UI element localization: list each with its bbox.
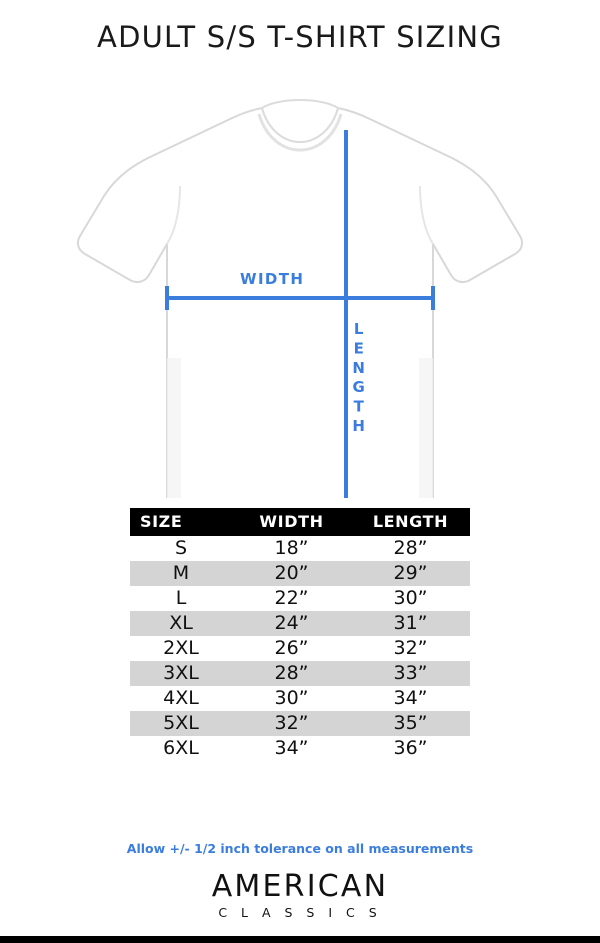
width-label: WIDTH bbox=[240, 270, 305, 288]
cell-size: M bbox=[130, 561, 232, 586]
page-title: ADULT S/S T-SHIRT SIZING bbox=[97, 20, 503, 54]
table-row bbox=[130, 561, 470, 586]
cell-size: 5XL bbox=[130, 711, 232, 736]
cell-size: 2XL bbox=[130, 636, 232, 661]
cell-width: 34” bbox=[232, 736, 351, 761]
cell-size: 6XL bbox=[130, 736, 232, 761]
cell-size: S bbox=[130, 536, 232, 561]
cell-width: 26” bbox=[232, 636, 351, 661]
size-table-container bbox=[130, 508, 470, 761]
cell-length: 33” bbox=[351, 661, 470, 686]
brand-subtitle: C L A S S I C S bbox=[218, 905, 382, 920]
cell-length: 30” bbox=[351, 586, 470, 611]
cell-length: 36” bbox=[351, 736, 470, 761]
length-label: LENGTH bbox=[349, 320, 368, 437]
footer-bar bbox=[0, 936, 600, 943]
cell-length: 29” bbox=[351, 561, 470, 586]
shirt-diagram bbox=[0, 58, 600, 498]
table-row bbox=[130, 736, 470, 761]
table-row bbox=[130, 611, 470, 636]
table-row bbox=[130, 661, 470, 686]
table-row bbox=[130, 636, 470, 661]
cell-width: 24” bbox=[232, 611, 351, 636]
cell-width: 30” bbox=[232, 686, 351, 711]
cell-length: 34” bbox=[351, 686, 470, 711]
cell-size: 3XL bbox=[130, 661, 232, 686]
cell-width: 32” bbox=[232, 711, 351, 736]
brand-logo bbox=[0, 869, 600, 920]
cell-width: 28” bbox=[232, 661, 351, 686]
cell-length: 35” bbox=[351, 711, 470, 736]
table-row bbox=[130, 686, 470, 711]
cell-size: XL bbox=[130, 611, 232, 636]
cell-width: 20” bbox=[232, 561, 351, 586]
header-size: SIZE bbox=[130, 508, 232, 536]
table-row bbox=[130, 711, 470, 736]
size-table bbox=[130, 508, 470, 761]
cell-size: 4XL bbox=[130, 686, 232, 711]
cell-width: 22” bbox=[232, 586, 351, 611]
cell-length: 32” bbox=[351, 636, 470, 661]
header-length: LENGTH bbox=[351, 508, 470, 536]
brand-name: AMERICAN bbox=[211, 869, 389, 904]
table-header-row bbox=[130, 508, 470, 536]
tolerance-note: Allow +/- 1/2 inch tolerance on all measurements bbox=[126, 841, 474, 856]
header-width: WIDTH bbox=[232, 508, 351, 536]
cell-length: 31” bbox=[351, 611, 470, 636]
cell-width: 18” bbox=[232, 536, 351, 561]
table-row bbox=[130, 586, 470, 611]
table-row bbox=[130, 536, 470, 561]
cell-length: 28” bbox=[351, 536, 470, 561]
cell-size: L bbox=[130, 586, 232, 611]
